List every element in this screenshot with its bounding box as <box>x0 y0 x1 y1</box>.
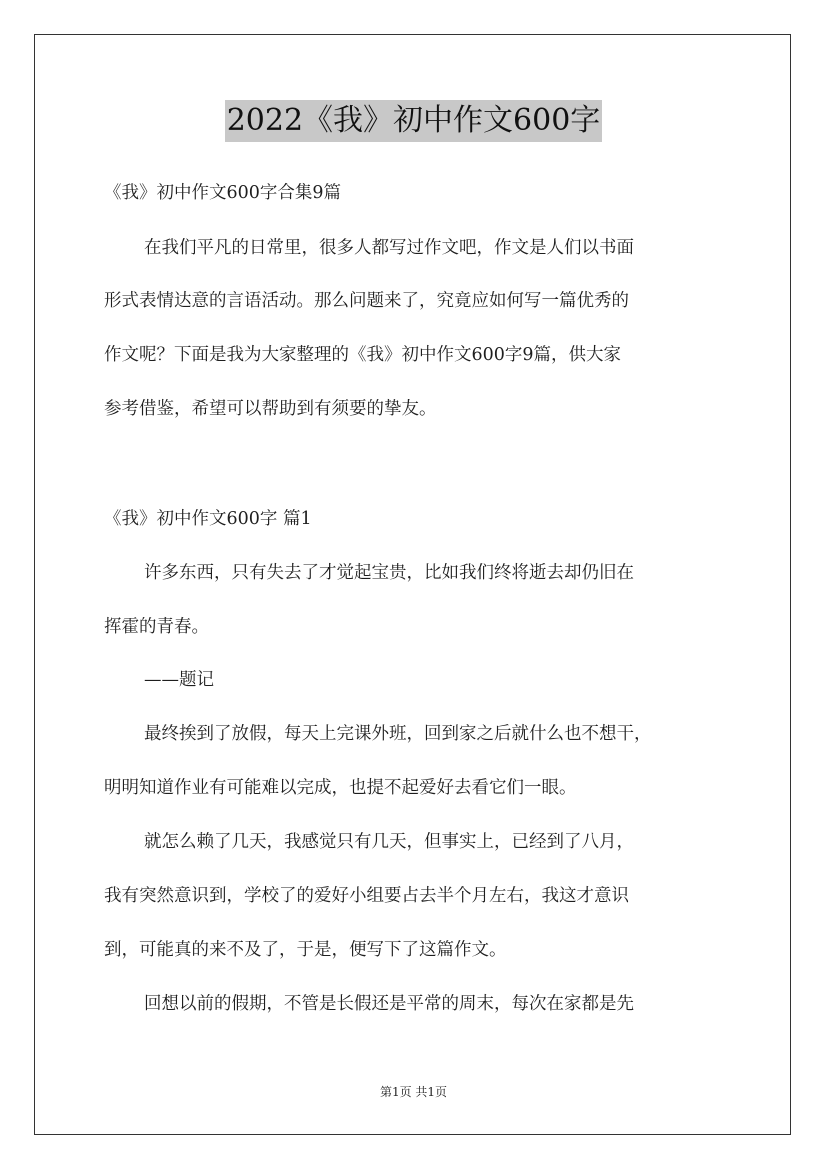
subtitle-collection: 《我》初中作文600字合集9篇 <box>104 183 342 203</box>
intro-line-3: 作文呢？下面是我为大家整理的《我》初中作文600字9篇，供大家 <box>104 345 622 365</box>
para1-line-1: 许多东西，只有失去了才觉起宝贵，比如我们终将逝去却仍旧在 <box>144 563 634 583</box>
epigraph: ——题记 <box>144 670 214 690</box>
para3-line-2: 我有突然意识到，学校了的爱好小组要占去半个月左右，我这才意识 <box>104 886 629 906</box>
para2-line-2: 明明知道作业有可能难以完成，也提不起爱好去看它们一眼。 <box>104 778 577 798</box>
section-heading-1: 《我》初中作文600字 篇1 <box>104 509 312 529</box>
para3-line-3: 到，可能真的来不及了，于是，便写下了这篇作文。 <box>104 940 507 960</box>
document-title: 2022《我》初中作文600字 <box>225 100 603 142</box>
intro-line-1: 在我们平凡的日常里，很多人都写过作文吧，作文是人们以书面 <box>144 238 634 258</box>
intro-line-4: 参考借鉴，希望可以帮助到有须要的挚友。 <box>104 399 437 419</box>
page-footer: 第1页 共1页 <box>379 1085 448 1099</box>
title-wrap <box>0 100 827 142</box>
para1-line-2: 挥霍的青春。 <box>104 617 209 637</box>
intro-line-2: 形式表情达意的言语活动。那么问题来了，究竟应如何写一篇优秀的 <box>104 291 629 311</box>
para4-line-1: 回想以前的假期，不管是长假还是平常的周末，每次在家都是先 <box>144 994 634 1014</box>
para2-line-1: 最终挨到了放假，每天上完课外班，回到家之后就什么也不想干， <box>144 724 652 744</box>
para3-line-1: 就怎么赖了几天，我感觉只有几天，但事实上，已经到了八月， <box>144 832 634 852</box>
